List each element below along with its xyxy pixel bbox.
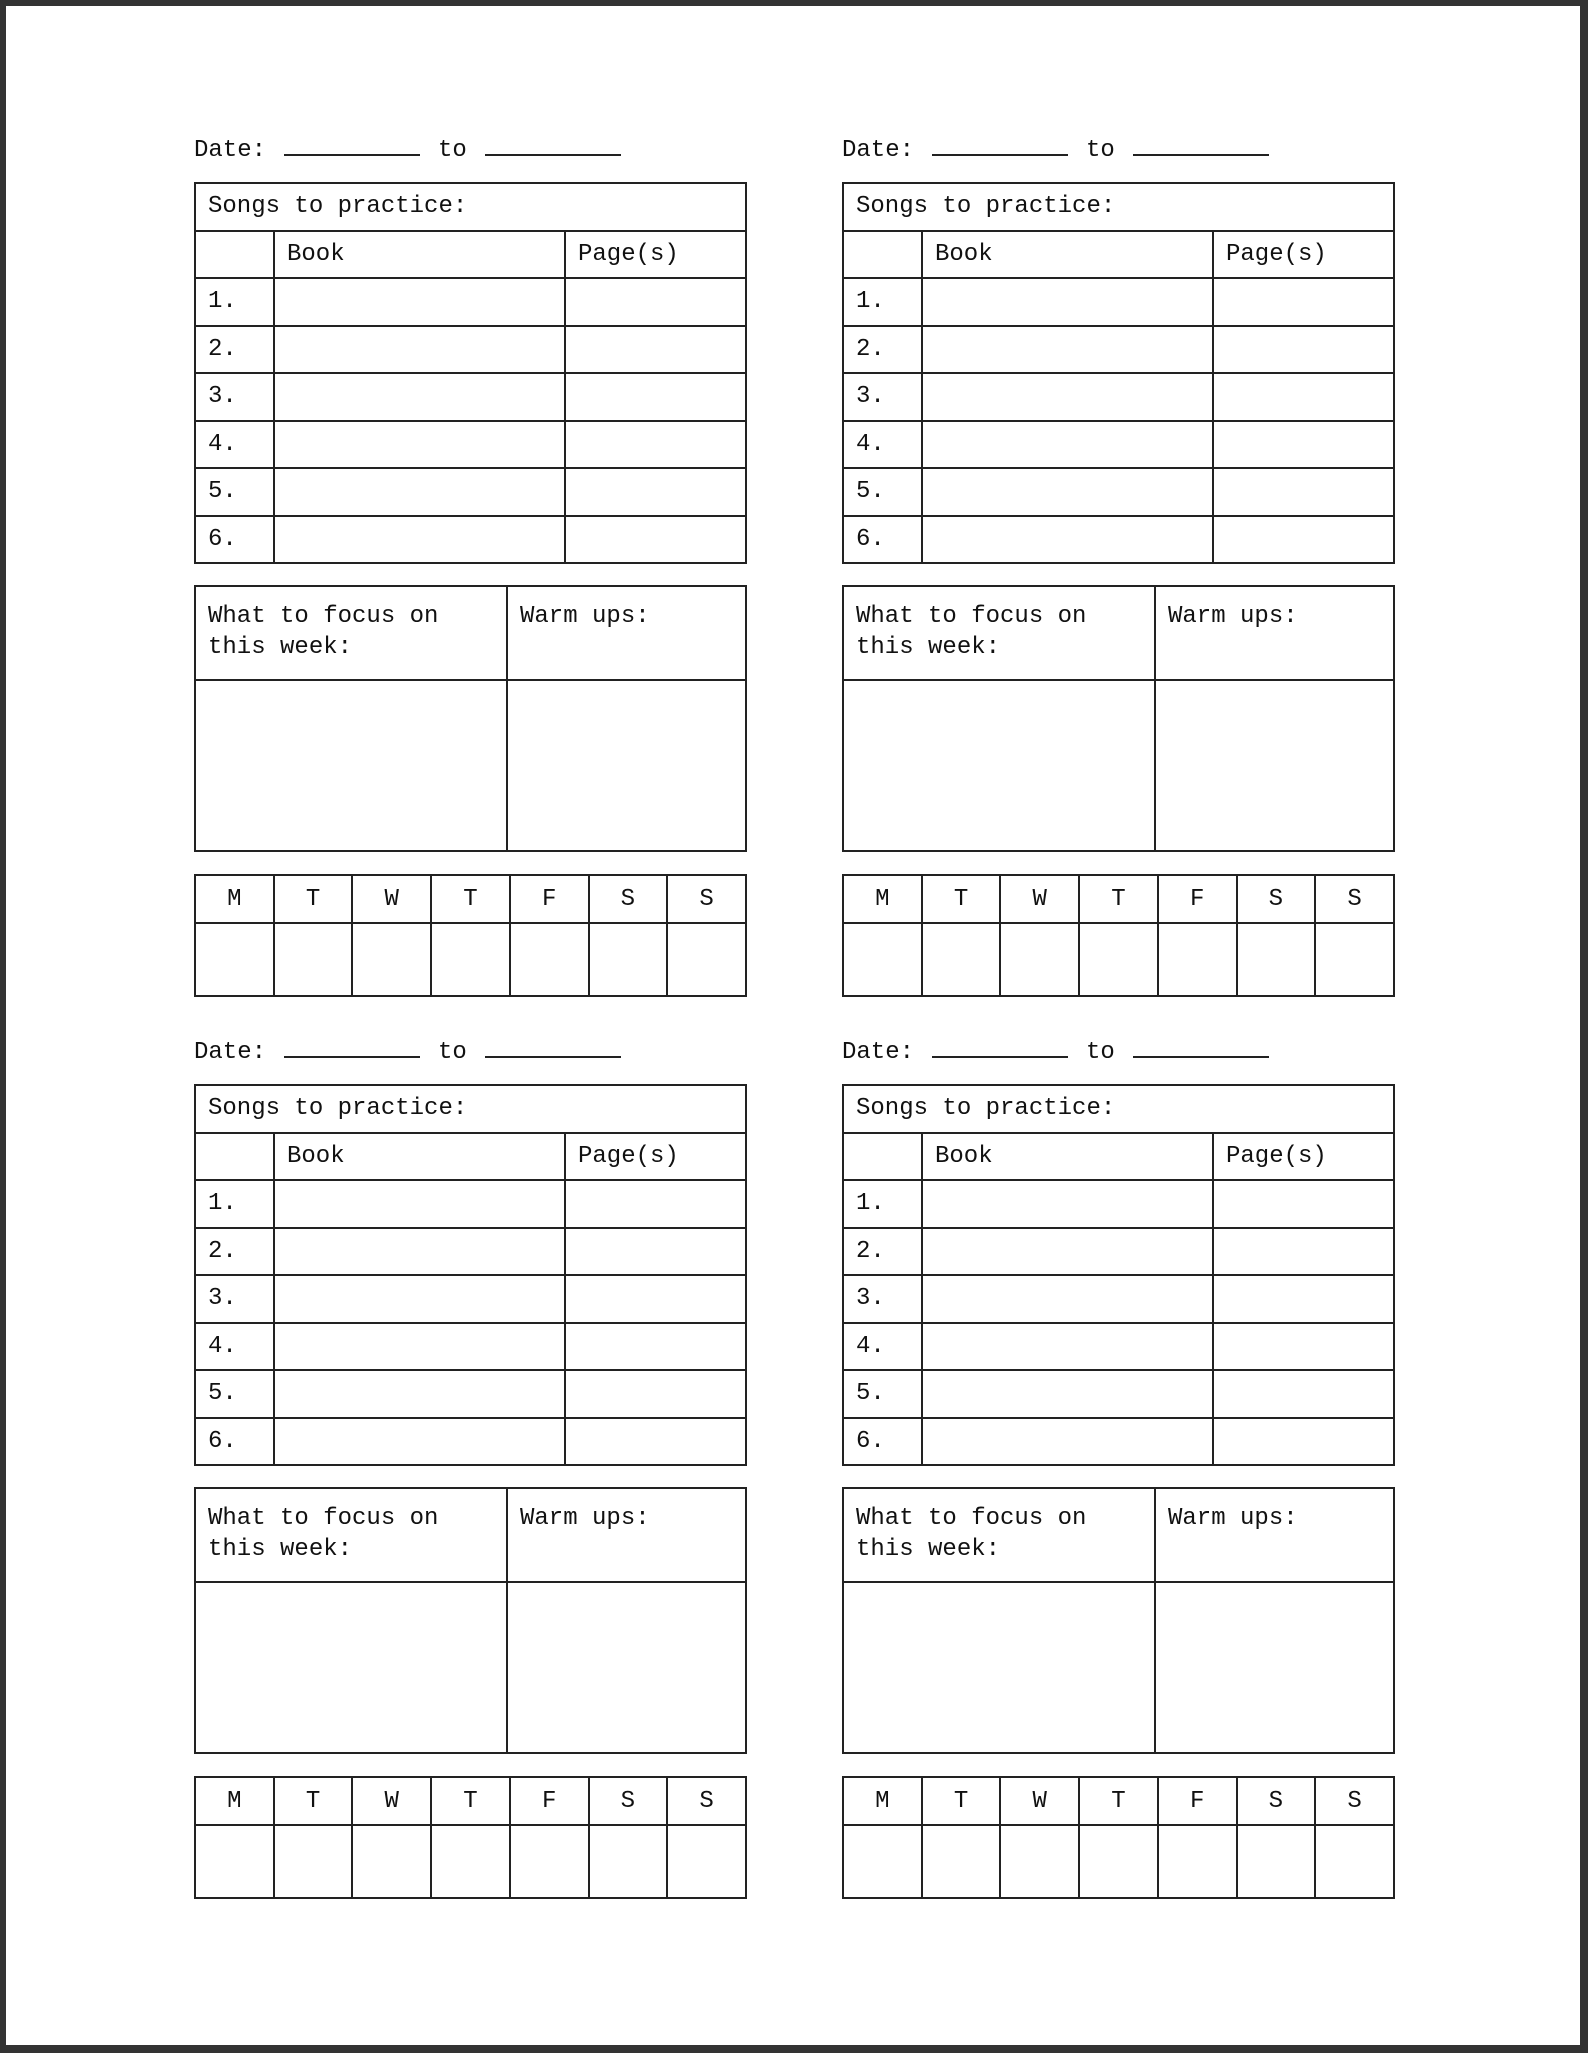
row-number: 1.	[195, 1180, 274, 1228]
row-number: 4.	[195, 421, 274, 469]
weekly-practice-block-3	[194, 1034, 747, 1914]
row-number: 3.	[195, 373, 274, 421]
song-row	[195, 326, 746, 374]
day-checkbox-cell[interactable]	[667, 923, 746, 996]
date-range	[194, 1034, 639, 1070]
pages-cell[interactable]	[1213, 1370, 1394, 1418]
end-date-blank[interactable]	[485, 132, 621, 156]
row-number: 4.	[843, 1323, 922, 1371]
row-number: 6.	[195, 1418, 274, 1466]
day-checkbox-cell[interactable]	[431, 923, 510, 996]
focus-header: What to focus on this week:	[195, 586, 507, 680]
pages-cell[interactable]	[565, 373, 746, 421]
date-label: Date:	[194, 1039, 267, 1066]
day-checkbox-cell[interactable]	[352, 1825, 431, 1898]
row-number: 2.	[843, 1228, 922, 1276]
start-date-blank[interactable]	[284, 1034, 420, 1058]
row-number: 1.	[843, 1180, 922, 1228]
pages-cell[interactable]	[1213, 468, 1394, 516]
pages-cell[interactable]	[565, 1275, 746, 1323]
day-header: M	[195, 875, 274, 923]
end-date-blank[interactable]	[1133, 1034, 1269, 1058]
pages-cell[interactable]	[565, 1228, 746, 1276]
book-cell[interactable]	[922, 421, 1213, 469]
pages-cell[interactable]	[1213, 1418, 1394, 1466]
row-number: 2.	[195, 326, 274, 374]
song-row	[843, 1275, 1394, 1323]
song-row	[195, 421, 746, 469]
row-number: 2.	[843, 326, 922, 374]
song-row	[195, 278, 746, 326]
day-header: T	[431, 875, 510, 923]
book-cell[interactable]	[274, 326, 565, 374]
focus-cell[interactable]	[843, 680, 1155, 851]
warmups-header: Warm ups:	[1155, 586, 1394, 680]
day-header: S	[1237, 1777, 1316, 1825]
day-checkbox-cell[interactable]	[1158, 923, 1237, 996]
song-row	[195, 1180, 746, 1228]
book-header: Book	[922, 1133, 1213, 1181]
pages-cell[interactable]	[565, 326, 746, 374]
date-label: Date:	[842, 1039, 915, 1066]
songs-header: Songs to practice:	[195, 1085, 746, 1133]
number-header	[843, 231, 922, 279]
day-checkbox-cell[interactable]	[510, 1825, 589, 1898]
warmups-cell[interactable]	[507, 680, 746, 851]
song-row	[195, 1228, 746, 1276]
warmups-header: Warm ups:	[507, 1488, 746, 1582]
songs-table	[842, 182, 1395, 564]
day-header: W	[1000, 875, 1079, 923]
day-header: S	[589, 875, 668, 923]
day-header: T	[922, 875, 1001, 923]
day-checkbox-cell[interactable]	[431, 1825, 510, 1898]
focus-table	[842, 585, 1395, 852]
day-header: F	[510, 875, 589, 923]
book-cell[interactable]	[274, 278, 565, 326]
day-header: S	[667, 1777, 746, 1825]
pages-cell[interactable]	[1213, 516, 1394, 564]
day-checkbox-cell[interactable]	[589, 1825, 668, 1898]
day-header: S	[1315, 875, 1394, 923]
book-cell[interactable]	[274, 1323, 565, 1371]
date-range	[194, 132, 639, 168]
book-cell[interactable]	[922, 1228, 1213, 1276]
number-header	[195, 231, 274, 279]
row-number: 1.	[195, 278, 274, 326]
day-checkbox-cell[interactable]	[1000, 923, 1079, 996]
focus-cell[interactable]	[843, 1582, 1155, 1753]
book-cell[interactable]	[922, 1323, 1213, 1371]
day-checkbox-cell[interactable]	[274, 1825, 353, 1898]
warmups-cell[interactable]	[1155, 680, 1394, 851]
book-cell[interactable]	[274, 1370, 565, 1418]
songs-header: Songs to practice:	[843, 1085, 1394, 1133]
book-cell[interactable]	[274, 468, 565, 516]
row-number: 4.	[195, 1323, 274, 1371]
songs-table	[194, 1084, 747, 1466]
number-header	[195, 1133, 274, 1181]
number-header	[843, 1133, 922, 1181]
start-date-blank[interactable]	[284, 132, 420, 156]
day-checkbox-cell[interactable]	[589, 923, 668, 996]
row-number: 6.	[843, 1418, 922, 1466]
row-number: 6.	[843, 516, 922, 564]
day-header: S	[589, 1777, 668, 1825]
row-number: 1.	[843, 278, 922, 326]
pages-cell[interactable]	[565, 278, 746, 326]
pages-cell[interactable]	[565, 421, 746, 469]
row-number: 5.	[843, 1370, 922, 1418]
day-header: S	[1237, 875, 1316, 923]
book-cell[interactable]	[922, 468, 1213, 516]
end-date-blank[interactable]	[1133, 132, 1269, 156]
to-label: to	[438, 1039, 467, 1066]
book-cell[interactable]	[922, 373, 1213, 421]
book-cell[interactable]	[922, 1180, 1213, 1228]
song-row	[843, 1323, 1394, 1371]
day-header: T	[922, 1777, 1001, 1825]
warmups-header: Warm ups:	[1155, 1488, 1394, 1582]
weekly-practice-block-4	[842, 1034, 1395, 1914]
to-label: to	[1086, 137, 1115, 164]
day-header: T	[1079, 1777, 1158, 1825]
pages-cell[interactable]	[565, 1323, 746, 1371]
focus-cell[interactable]	[195, 680, 507, 851]
song-row	[843, 516, 1394, 564]
song-row	[843, 468, 1394, 516]
weekly-practice-block-2	[842, 132, 1395, 1012]
date-label: Date:	[842, 137, 915, 164]
focus-cell[interactable]	[195, 1582, 507, 1753]
book-cell[interactable]	[274, 1275, 565, 1323]
day-checkbox-cell[interactable]	[195, 923, 274, 996]
day-checkbox-cell[interactable]	[1237, 1825, 1316, 1898]
row-number: 6.	[195, 516, 274, 564]
pages-cell[interactable]	[565, 468, 746, 516]
song-row	[843, 1180, 1394, 1228]
pages-cell[interactable]	[1213, 373, 1394, 421]
book-cell[interactable]	[922, 326, 1213, 374]
row-number: 3.	[843, 373, 922, 421]
day-checkbox-cell[interactable]	[1237, 923, 1316, 996]
song-row	[843, 326, 1394, 374]
warmups-cell[interactable]	[507, 1582, 746, 1753]
day-checkbox-cell[interactable]	[1079, 1825, 1158, 1898]
days-table	[842, 874, 1395, 997]
day-header: F	[510, 1777, 589, 1825]
song-row	[195, 1275, 746, 1323]
song-row	[195, 516, 746, 564]
song-row	[843, 1228, 1394, 1276]
day-header: S	[1315, 1777, 1394, 1825]
pages-cell[interactable]	[1213, 1180, 1394, 1228]
day-header: F	[1158, 1777, 1237, 1825]
focus-header: What to focus on this week:	[843, 1488, 1155, 1582]
song-row	[195, 1323, 746, 1371]
day-checkbox-cell[interactable]	[274, 923, 353, 996]
day-header: W	[1000, 1777, 1079, 1825]
day-header: M	[843, 875, 922, 923]
book-cell[interactable]	[274, 1228, 565, 1276]
song-row	[843, 1370, 1394, 1418]
pages-cell[interactable]	[565, 516, 746, 564]
end-date-blank[interactable]	[485, 1034, 621, 1058]
focus-table	[194, 585, 747, 852]
book-cell[interactable]	[922, 516, 1213, 564]
book-cell[interactable]	[274, 373, 565, 421]
songs-header: Songs to practice:	[843, 183, 1394, 231]
day-checkbox-cell[interactable]	[922, 1825, 1001, 1898]
days-table	[842, 1776, 1395, 1899]
row-number: 3.	[195, 1275, 274, 1323]
day-checkbox-cell[interactable]	[843, 923, 922, 996]
book-cell[interactable]	[274, 1180, 565, 1228]
day-header: S	[667, 875, 746, 923]
book-cell[interactable]	[274, 1418, 565, 1466]
pages-header: Page(s)	[565, 1133, 746, 1181]
pages-header: Page(s)	[565, 231, 746, 279]
pages-header: Page(s)	[1213, 1133, 1394, 1181]
pages-cell[interactable]	[1213, 326, 1394, 374]
weekly-practice-block-1	[194, 132, 747, 1012]
date-label: Date:	[194, 137, 267, 164]
book-header: Book	[274, 231, 565, 279]
day-checkbox-cell[interactable]	[843, 1825, 922, 1898]
songs-table	[842, 1084, 1395, 1466]
day-checkbox-cell[interactable]	[1315, 923, 1394, 996]
row-number: 4.	[843, 421, 922, 469]
song-row	[843, 373, 1394, 421]
day-checkbox-cell[interactable]	[1158, 1825, 1237, 1898]
day-header: T	[274, 875, 353, 923]
day-header: T	[1079, 875, 1158, 923]
pages-cell[interactable]	[565, 1180, 746, 1228]
start-date-blank[interactable]	[932, 1034, 1068, 1058]
date-range	[842, 132, 1287, 168]
day-checkbox-cell[interactable]	[352, 923, 431, 996]
day-checkbox-cell[interactable]	[922, 923, 1001, 996]
warmups-cell[interactable]	[1155, 1582, 1394, 1753]
song-row	[843, 421, 1394, 469]
pages-cell[interactable]	[1213, 421, 1394, 469]
row-number: 2.	[195, 1228, 274, 1276]
pages-cell[interactable]	[565, 1370, 746, 1418]
day-checkbox-cell[interactable]	[510, 923, 589, 996]
day-checkbox-cell[interactable]	[1000, 1825, 1079, 1898]
pages-cell[interactable]	[1213, 1323, 1394, 1371]
focus-table	[194, 1487, 747, 1754]
pages-cell[interactable]	[565, 1418, 746, 1466]
book-cell[interactable]	[922, 1370, 1213, 1418]
book-header: Book	[922, 231, 1213, 279]
song-row	[843, 1418, 1394, 1466]
focus-header: What to focus on this week:	[195, 1488, 507, 1582]
pages-cell[interactable]	[1213, 1228, 1394, 1276]
song-row	[195, 1418, 746, 1466]
day-checkbox-cell[interactable]	[667, 1825, 746, 1898]
day-checkbox-cell[interactable]	[1079, 923, 1158, 996]
book-cell[interactable]	[922, 1418, 1213, 1466]
focus-table	[842, 1487, 1395, 1754]
day-header: W	[352, 875, 431, 923]
pages-cell[interactable]	[1213, 1275, 1394, 1323]
pages-header: Page(s)	[1213, 231, 1394, 279]
day-header: F	[1158, 875, 1237, 923]
book-cell[interactable]	[922, 1275, 1213, 1323]
day-header: T	[431, 1777, 510, 1825]
book-cell[interactable]	[922, 278, 1213, 326]
song-row	[195, 373, 746, 421]
song-row	[195, 1370, 746, 1418]
pages-cell[interactable]	[1213, 278, 1394, 326]
to-label: to	[1086, 1039, 1115, 1066]
to-label: to	[438, 137, 467, 164]
songs-header: Songs to practice:	[195, 183, 746, 231]
warmups-header: Warm ups:	[507, 586, 746, 680]
songs-table	[194, 182, 747, 564]
day-header: M	[843, 1777, 922, 1825]
book-cell[interactable]	[274, 516, 565, 564]
day-checkbox-cell[interactable]	[195, 1825, 274, 1898]
row-number: 5.	[195, 1370, 274, 1418]
day-header: W	[352, 1777, 431, 1825]
date-range	[842, 1034, 1287, 1070]
days-table	[194, 1776, 747, 1899]
book-header: Book	[274, 1133, 565, 1181]
start-date-blank[interactable]	[932, 132, 1068, 156]
book-cell[interactable]	[274, 421, 565, 469]
days-table	[194, 874, 747, 997]
song-row	[195, 468, 746, 516]
song-row	[843, 278, 1394, 326]
row-number: 5.	[843, 468, 922, 516]
focus-header: What to focus on this week:	[843, 586, 1155, 680]
day-header: M	[195, 1777, 274, 1825]
day-checkbox-cell[interactable]	[1315, 1825, 1394, 1898]
row-number: 5.	[195, 468, 274, 516]
day-header: T	[274, 1777, 353, 1825]
row-number: 3.	[843, 1275, 922, 1323]
